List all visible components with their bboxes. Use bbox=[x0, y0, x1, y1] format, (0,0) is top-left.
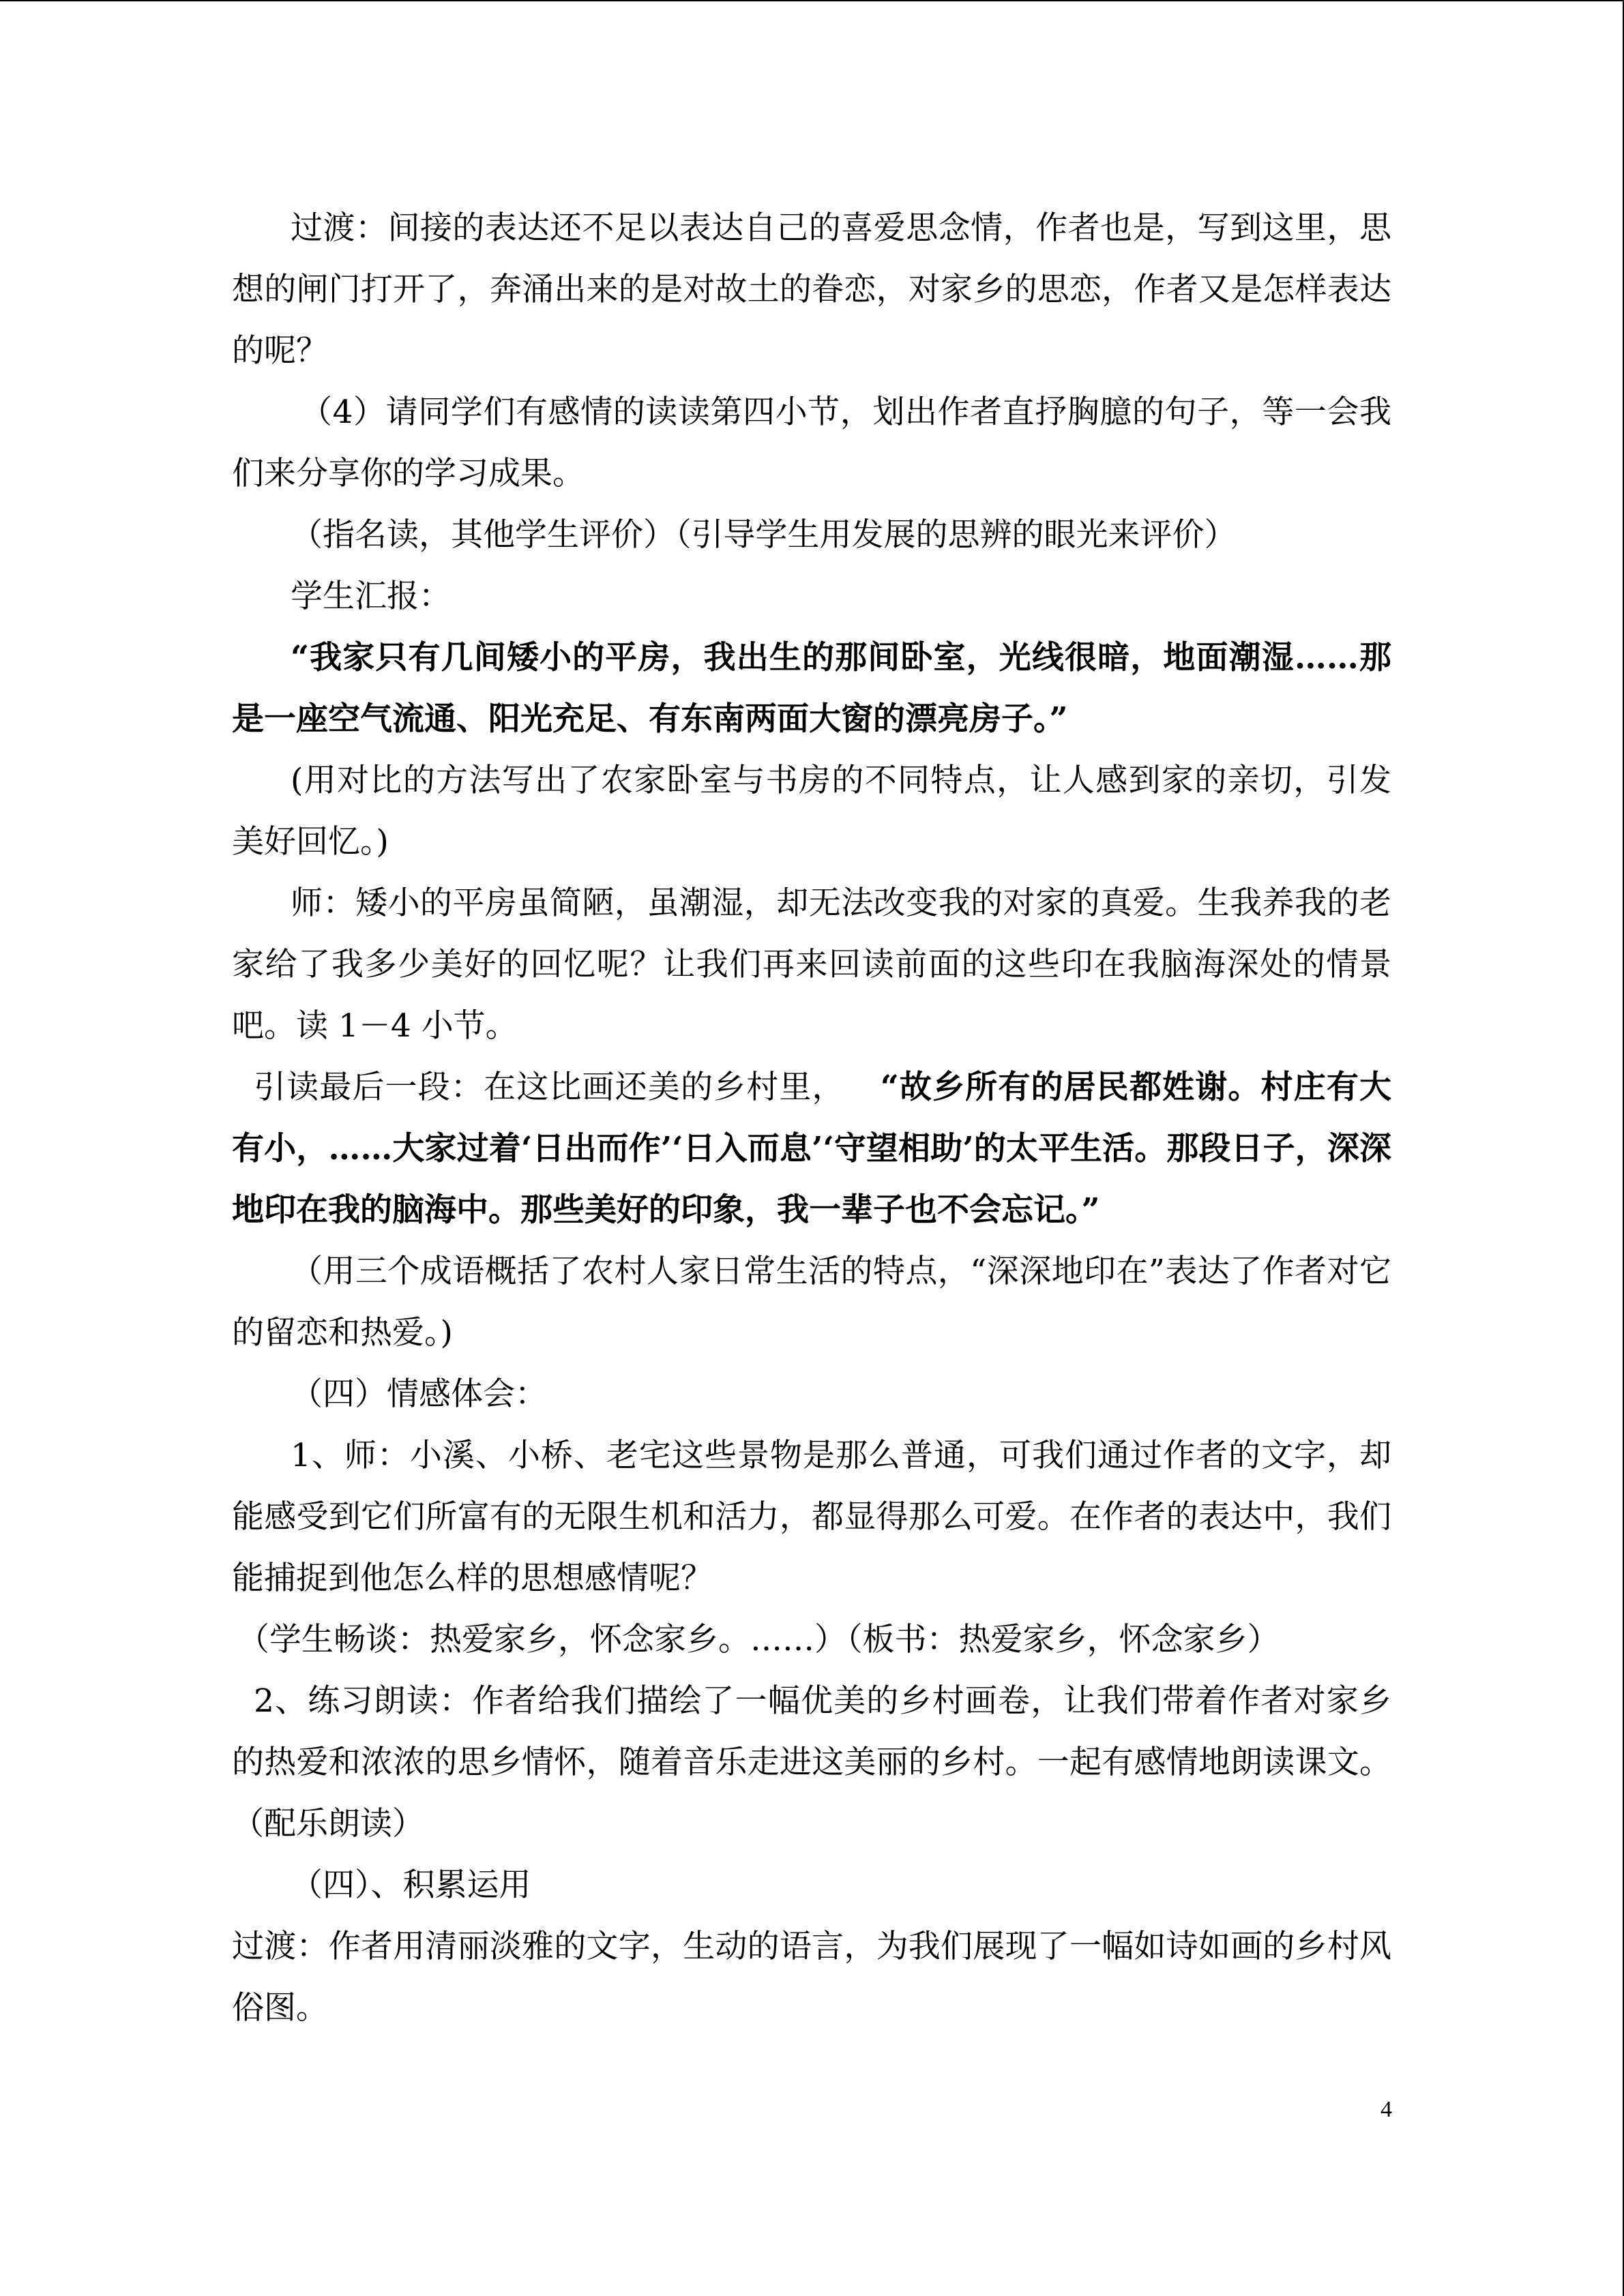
paragraph-practice-reading: 2、练习朗读：作者给我们描绘了一幅优美的乡村画卷，让我们带着作者对家乡的热爱和浓浓的思乡情怀，随着音乐走进这美丽的乡村。一起有感情地朗读课文。（配乐朗读） bbox=[232, 1682, 1391, 1843]
paragraph-task-4: （4）请同学们有感情的读读第四小节，划出作者直抒胸臆的句子，等一会我们来分享你的学习成果。 bbox=[232, 393, 1391, 492]
guided-reading-quote: “故乡所有的居民都姓谢。村庄有大有小，……大家过着‘日出而作’‘日入而息’‘守望相助’的太平生活。那段日子，深深地印在我的脑海中。那些美好的印象，我一辈子也不会忘记。” bbox=[232, 1069, 1391, 1229]
paragraph-teacher-remark: 师：矮小的平房虽简陋，虽潮湿，却无法改变我的对家的真爱。生我养我的老家给了我多少美好的回忆呢？让我们再来回读前面的这些印在我脑海深处的情景吧。读 1－4 小节。 bbox=[232, 884, 1391, 1045]
paragraph-reading-note: （指名读，其他学生评价）（引导学生用发展的思辨的眼光来评价） bbox=[291, 516, 1237, 554]
page-top-border bbox=[0, 0, 1624, 1]
paragraph-student-discussion: （学生畅谈：热爱家乡，怀念家乡。……）（板书：热爱家乡，怀念家乡） bbox=[237, 1621, 1280, 1658]
paragraph-teacher-question: 1、师：小溪、小桥、老宅这些景物是那么普通，可我们通过作者的文字，却能感受到它们所富有的无限生机和活力，都显得那么可爱。在作者的表达中，我们能捕捉到他怎么样的思想感情呢？ bbox=[232, 1437, 1391, 1597]
paragraph-idiom-note: （用三个成语概括了农村人家日常生活的特点，“深深地印在”表达了作者对它的留恋和热爱。) bbox=[232, 1253, 1391, 1352]
document-body bbox=[232, 198, 1391, 2039]
paragraph-contrast-note: (用对比的方法写出了农家卧室与书房的不同特点，让人感到家的亲切，引发美好回忆。) bbox=[232, 762, 1391, 861]
paragraph-quote-house: “我家只有几间矮小的平房，我出生的那间卧室，光线很暗，地面潮湿……那是一座空气流通、阳光充足、有东南两面大窗的漂亮房子。” bbox=[232, 639, 1391, 738]
paragraph-final-transition: 过渡：作者用清丽淡雅的文字，生动的语言，为我们展现了一幅如诗如画的乡村风俗图。 bbox=[232, 1928, 1391, 2027]
guided-reading-intro: 引读最后一段：在这比画还美的乡村里， bbox=[254, 1069, 845, 1106]
page-number: 4 bbox=[1381, 2097, 1392, 2122]
paragraph-guided-reading bbox=[232, 1057, 1391, 1241]
paragraph-transition: 过渡：间接的表达还不足以表达自己的喜爱思念情，作者也是，写到这里，思想的闸门打开了，奔涌出来的是对故土的眷恋，对家乡的思恋，作者又是怎样表达的呢？ bbox=[232, 209, 1391, 370]
paragraph-student-report-label: 学生汇报： bbox=[291, 578, 451, 615]
heading-emotional-experience: （四）情感体会： bbox=[291, 1375, 547, 1413]
heading-accumulate-apply: （四）、积累运用 bbox=[291, 1866, 531, 1904]
